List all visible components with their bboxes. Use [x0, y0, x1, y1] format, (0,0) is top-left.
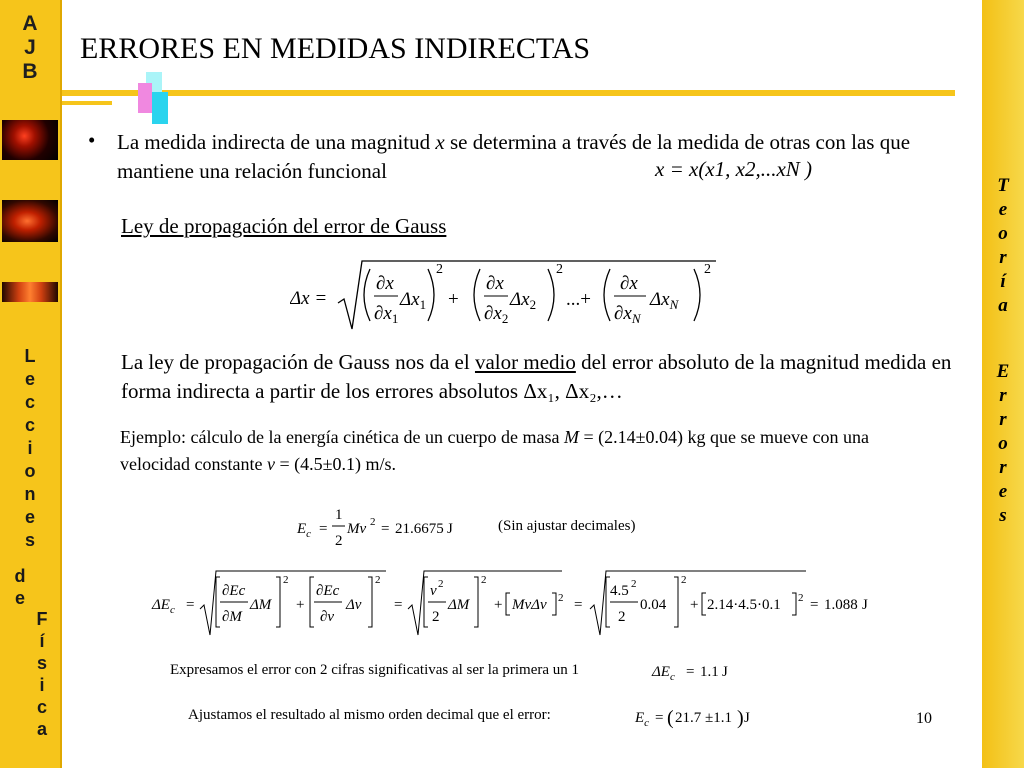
- bullet-paragraph: La medida indirecta de una magnitud x se determina a través de la medida de otras con las que mantiene una relación funcional: [117, 130, 911, 183]
- svg-text:=: =: [810, 597, 819, 613]
- svg-text:v: v: [430, 583, 437, 599]
- monogram-letter: J: [24, 36, 36, 59]
- significant-figures-note: Expresamos el error con 2 cifras significativas al ser la primera un 1: [170, 662, 580, 678]
- svg-text:2: 2: [631, 578, 637, 590]
- vertical-word-lecciones: [18, 345, 42, 552]
- svg-text:+: +: [494, 597, 503, 613]
- error-result-value: 1.088: [824, 597, 858, 613]
- energy-value: 21.6675: [395, 521, 444, 537]
- monogram-letter: A: [22, 12, 38, 35]
- paragraph-gauss-law: La ley de propagación de Gauss nos da el valor medio del error absoluto de la magnitud medida en forma indirecta a partir de los errores absolutos Δx₁, Δx₂,…: [121, 350, 952, 403]
- slide-title: ERRORES EN MEDIDAS INDIRECTAS: [80, 32, 591, 65]
- svg-text:∂x2: $\partial x_2$: [484, 303, 509, 326]
- svg-text:ΔM: ΔM: [448, 597, 470, 613]
- rounded-error-value: 1.1: [700, 664, 719, 680]
- svg-text:Mv: Mv: [347, 521, 367, 537]
- letter: i: [39, 675, 45, 695]
- letter: c: [24, 392, 35, 412]
- letter: d: [14, 566, 26, 586]
- svg-text:ΔEc: $\Delta E_c$: [152, 597, 175, 616]
- letter: c: [36, 697, 47, 717]
- svg-text:∂M: ∂M: [222, 609, 242, 625]
- kinetic-energy-formula: [295, 505, 475, 553]
- svg-text:2: 2: [798, 592, 804, 604]
- letter: T: [997, 175, 1009, 196]
- svg-text:∂Ec: ∂Ec: [316, 583, 340, 599]
- monogram-letter: B: [22, 60, 38, 83]
- functional-relation-formula: x = x(x1, x2,...xN ): [655, 157, 813, 181]
- underlined-term: valor medio: [474, 350, 576, 374]
- section-heading: Ley de propagación del error de Gauss: [121, 214, 447, 238]
- decorative-square: [138, 83, 152, 113]
- letter: r: [999, 409, 1007, 430]
- photo-thumbnail-1: [2, 120, 58, 160]
- letter: e: [998, 481, 1008, 502]
- svg-text:2: 2: [556, 262, 563, 277]
- letter: r: [999, 385, 1007, 406]
- letter: r: [999, 457, 1007, 478]
- rounded-error-formula: [650, 658, 740, 686]
- svg-text:=: =: [686, 664, 695, 680]
- title-underline-accent: [62, 101, 112, 105]
- svg-text:2: 2: [370, 516, 376, 528]
- svg-text:MvΔv: MvΔv: [512, 597, 547, 613]
- letter: i: [27, 438, 33, 458]
- svg-text:=: =: [394, 597, 403, 613]
- svg-text:∂Ec: ∂Ec: [222, 583, 246, 599]
- svg-text:2: 2: [436, 262, 443, 277]
- letter: í: [1000, 271, 1006, 292]
- svg-text:Δx1: $\Delta x_1$: [400, 289, 427, 312]
- svg-text:ΔxN: $\Delta x_N$: [650, 289, 679, 312]
- svg-text:): ): [737, 707, 744, 729]
- svg-text:4.5: 4.5: [610, 583, 629, 599]
- letter: o: [998, 223, 1008, 244]
- svg-text:+: +: [448, 289, 459, 310]
- vertical-word-teoria: [982, 174, 1024, 318]
- letter: s: [999, 505, 1007, 526]
- svg-text:=: =: [186, 597, 195, 613]
- svg-text:∂xN: $\partial x_N$: [614, 303, 641, 326]
- svg-text:ΔM: ΔM: [250, 597, 272, 613]
- letter: r: [999, 247, 1007, 268]
- svg-text:2.14·4.5·0.1: 2.14·4.5·0.1: [707, 597, 781, 613]
- svg-text:Δv: Δv: [346, 597, 362, 613]
- svg-text:∂x: ∂x: [486, 273, 504, 294]
- monogram: [14, 12, 46, 84]
- svg-text:2: 2: [481, 574, 487, 586]
- rounded-error-unit: J: [722, 664, 728, 680]
- svg-text:(: (: [667, 707, 674, 729]
- svg-text:2: 2: [558, 592, 564, 604]
- note-unadjusted: (Sin ajustar decimales): [498, 518, 636, 534]
- letter: e: [24, 369, 35, 389]
- svg-text:+: +: [296, 597, 305, 613]
- title-underline: [62, 90, 955, 96]
- final-result-value: 21.7 ±1.1: [675, 710, 732, 726]
- svg-text:2: 2: [618, 609, 626, 625]
- vertical-word-errores: [982, 360, 1024, 528]
- svg-text:1: 1: [335, 507, 343, 523]
- svg-text:∂v: ∂v: [320, 609, 335, 625]
- letter: a: [998, 295, 1008, 316]
- final-result-unit: J: [744, 710, 750, 726]
- adjusted-result-note: Ajustamos el resultado al mismo orden decimal que el error:: [188, 707, 551, 723]
- svg-text:=: =: [655, 710, 664, 726]
- letter: E: [996, 361, 1010, 382]
- svg-text:2: 2: [375, 574, 381, 586]
- vertical-word-de: [10, 565, 30, 609]
- svg-text:2: 2: [335, 533, 343, 549]
- letter: s: [36, 653, 47, 673]
- bullet-marker: •: [88, 128, 96, 152]
- letter: e: [14, 588, 25, 608]
- svg-text:ΔEc: $\Delta E_c$: [652, 664, 675, 683]
- decorative-square: [152, 92, 168, 124]
- vertical-word-fisica: [30, 608, 54, 740]
- photo-thumbnail-3: [2, 282, 58, 302]
- error-propagation-calculation: [150, 565, 890, 645]
- svg-text:∂x: ∂x: [376, 273, 394, 294]
- example-paragraph: Ejemplo: cálculo de la energía cinética de un cuerpo de masa M = (2.14±0.04) kg que se mueve con una velocidad constante v = (4.5±0.1) m/s.: [120, 427, 869, 474]
- final-result-formula: [633, 702, 783, 734]
- svg-text:2: 2: [283, 574, 289, 586]
- svg-text:Ec: $E_c$: [297, 521, 312, 540]
- svg-text:Δx2: $\Delta x_2$: [510, 289, 537, 312]
- svg-text:Δx =: Δx =: [290, 288, 328, 309]
- svg-text:Ec: $E_c$: [635, 710, 650, 729]
- letter: e: [998, 199, 1008, 220]
- svg-text:2: 2: [432, 609, 440, 625]
- error-result-unit: J: [862, 597, 868, 613]
- svg-text:2: 2: [704, 262, 711, 277]
- svg-text:=: =: [381, 521, 390, 537]
- svg-text:+: +: [690, 597, 699, 613]
- letter: a: [36, 719, 47, 739]
- svg-text:...+: ...+: [566, 289, 591, 310]
- letter: L: [24, 346, 36, 366]
- letter: s: [24, 530, 35, 550]
- energy-unit: J: [447, 521, 453, 537]
- letter: n: [24, 484, 36, 504]
- page-number: 10: [916, 710, 932, 727]
- gauss-propagation-formula: [290, 255, 730, 333]
- svg-text:2: 2: [681, 574, 687, 586]
- svg-text:2: 2: [438, 578, 444, 590]
- letter: c: [24, 415, 35, 435]
- svg-text:∂x1: $\partial x_1$: [374, 303, 399, 326]
- letter: o: [998, 433, 1008, 454]
- letter: o: [24, 461, 36, 481]
- svg-text:=: =: [574, 597, 583, 613]
- svg-text:=: =: [319, 521, 328, 537]
- mass-error-value: 0.04: [640, 597, 667, 613]
- svg-text:∂x: ∂x: [620, 273, 638, 294]
- letter: í: [39, 631, 45, 651]
- letter: F: [36, 609, 48, 629]
- letter: e: [24, 507, 35, 527]
- photo-thumbnail-2: [2, 200, 58, 242]
